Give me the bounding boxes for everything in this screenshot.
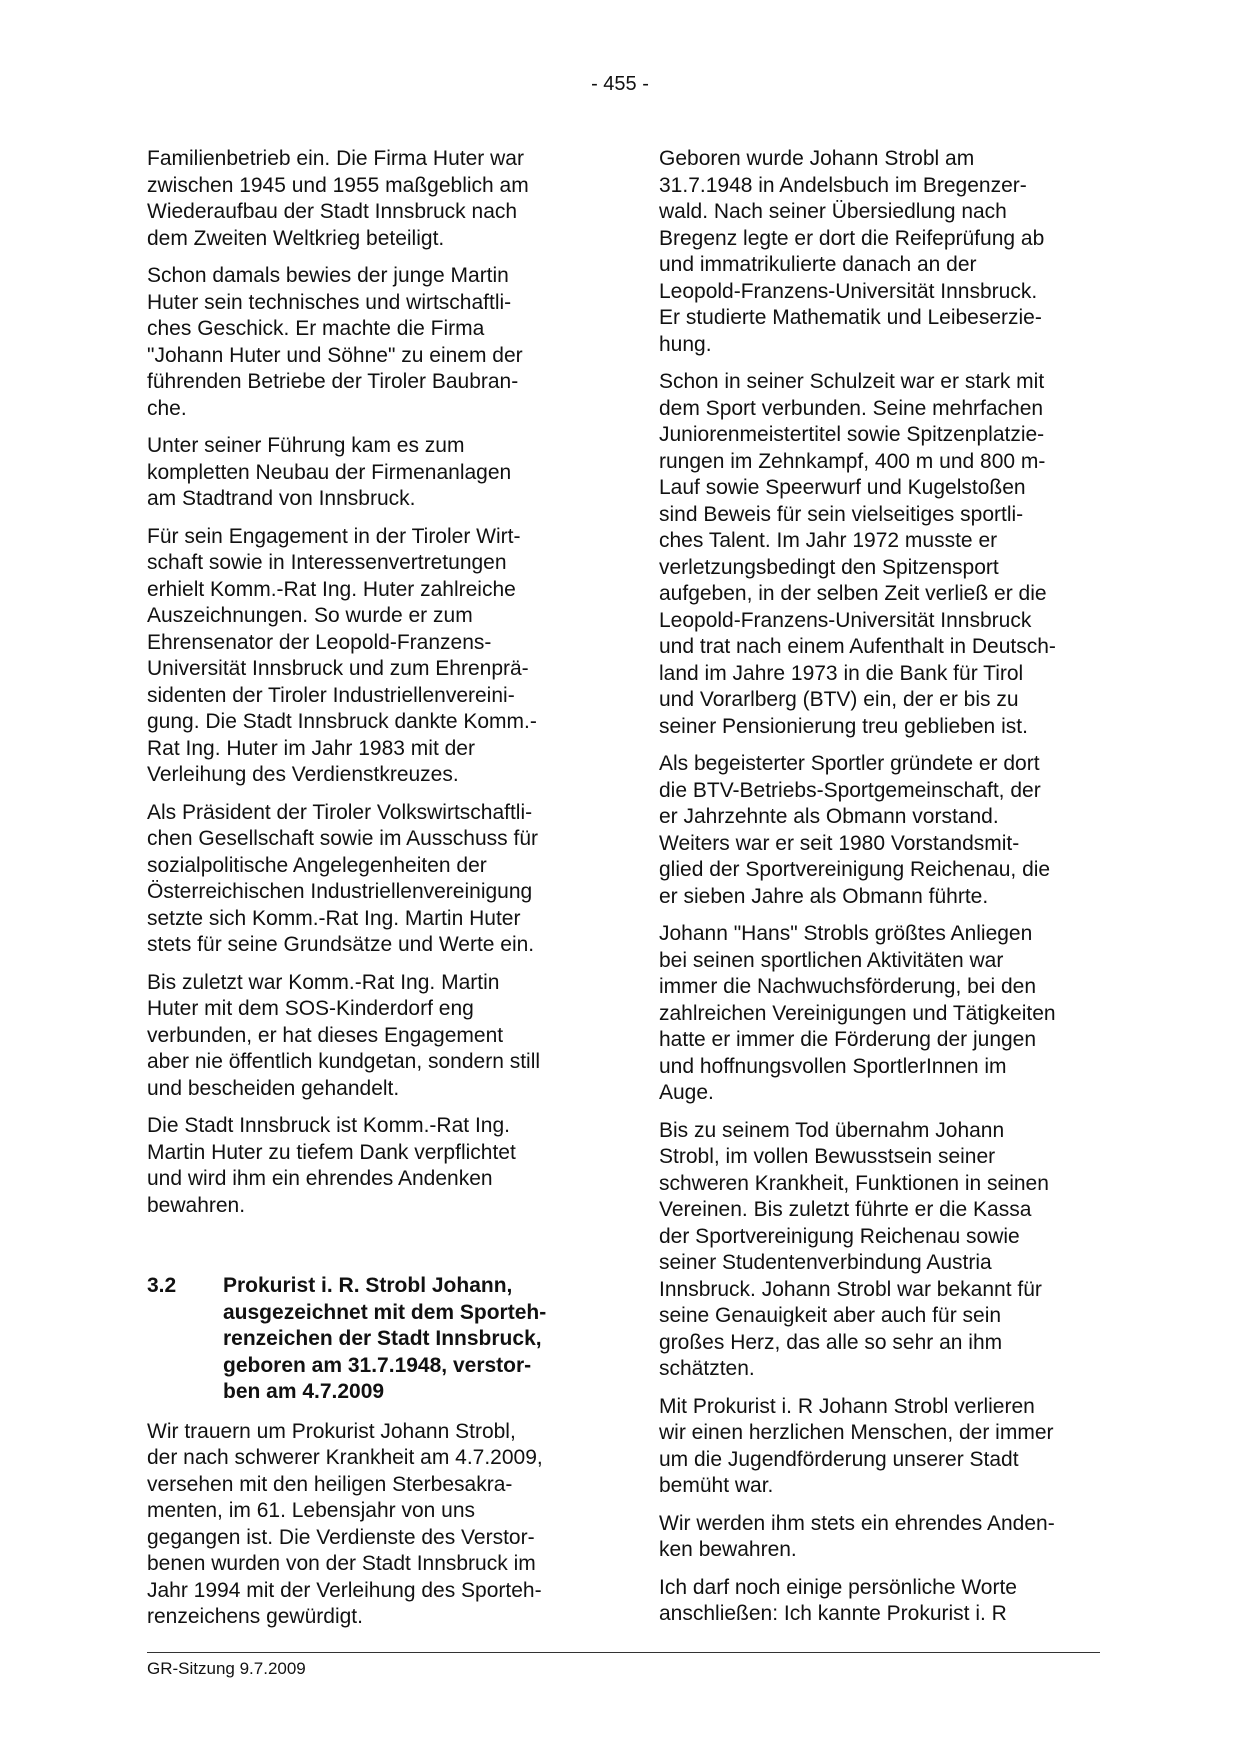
paragraph: Johann "Hans" Strobls größtes Anliegen bei seinen sportlichen Aktivitäten war immer die Nachwuchsförderung, bei den zahlreichen Vereinigungen und Tätigkeiten hatte er immer die Förderung der jungen und hoffnungsvollen SportlerInnen im Auge. xyxy=(659,922,1056,1104)
footer-text: GR-Sitzung 9.7.2009 xyxy=(147,1659,306,1678)
paragraph: Die Stadt Innsbruck ist Komm.-Rat Ing. Martin Huter zu tiefem Dank verpflichtet und wird ihm ein ehrendes Andenken bewahren. xyxy=(147,1114,516,1217)
paragraph: Als Präsident der Tiroler Volkswirtschaftli- chen Gesellschaft sowie im Ausschuss für sozialpolitische Angelegenheiten der Österreichischen Industriellenvereinigung setzte sich Komm.-Rat Ing. Martin Huter stets für seine Grundsätze und Werte ein. xyxy=(147,800,539,956)
page-number: - 455 - xyxy=(591,73,649,95)
section-number: 3.2 xyxy=(147,1274,177,1297)
paragraph: Schon damals bewies der junge Martin Huter sein technisches und wirtschaftli- ches Geschick. Er machte die Firma "Johann Huter und Söhne" zu einem der führenden Betriebe der Tiroler Baubran- che. xyxy=(147,264,523,420)
section-title: Prokurist i. R. Strobl Johann, ausgezeichnet mit dem Sporteh- renzeichen der Stadt Innsbruck, geboren am 31.7.1948, verstor- ben am 4.7.2009 xyxy=(223,1274,547,1403)
paragraph: Wir trauern um Prokurist Johann Strobl, der nach schwerer Krankheit am 4.7.2009, versehen mit den heiligen Sterbesakra- menten, im 61. Lebensjahr von uns gegangen ist. Die Verdienste des Verstor- benen wurden von der Stadt Innsbruck im Jahr 1994 mit der Verleihung des Sporteh- renzeichens gewürdigt. xyxy=(147,1419,543,1628)
paragraph: Unter seiner Führung kam es zum kompletten Neubau der Firmenanlagen am Stadtrand von Innsbruck. xyxy=(147,434,512,510)
paragraph: Bis zuletzt war Komm.-Rat Ing. Martin Huter mit dem SOS-Kinderdorf eng verbunden, er hat dieses Engagement aber nie öffentlich kundgetan, sondern still und bescheiden gehandelt. xyxy=(147,970,541,1100)
paragraph: Für sein Engagement in der Tiroler Wirt- schaft sowie in Interessenvertretungen erhielt Komm.-Rat Ing. Huter zahlreiche Auszeichnungen. So wurde er zum Ehrensenator der Leopold-Franzens- Universität Innsbruck und zum Ehrenprä- sidenten der Tiroler Industriellenvereini- gung. Die Stadt Innsbruck dankte Komm.- Rat Ing. Huter im Jahr 1983 mit der Verleihung des Verdienstkreuzes. xyxy=(147,524,537,786)
paragraph: Bis zu seinem Tod übernahm Johann Strobl, im vollen Bewusstsein seiner schweren Krankheit, Funktionen in seinen Vereinen. Bis zuletzt führte er die Kassa der Sportvereinigung Reichenau sowie seiner Studentenverbindung Austria Innsbruck. Johann Strobl war bekannt für seine Genauigkeit aber auch für sein großes Herz, das alle so sehr an ihm schätzten. xyxy=(659,1118,1049,1380)
paragraph: Familienbetrieb ein. Die Firma Huter war zwischen 1945 und 1955 maßgeblich am Wiederaufbau der Stadt Innsbruck nach dem Zweiten Weltkrieg beteiligt. xyxy=(147,147,529,250)
left-column xyxy=(147,146,597,1642)
paragraph: Mit Prokurist i. R Johann Strobl verlieren wir einen herzlichen Menschen, der immer um die Jugendförderung unserer Stadt bemüht war. xyxy=(659,1394,1054,1497)
paragraph: Als begeisterter Sportler gründete er dort die BTV-Betriebs-Sportgemeinschaft, der er Jahrzehnte als Obmann vorstand. Weiters war er seit 1980 Vorstandsmit- glied der Sportvereinigung Reichenau, die er sieben Jahre als Obmann führte. xyxy=(659,752,1051,908)
section-heading xyxy=(147,1273,597,1406)
paragraph: Schon in seiner Schulzeit war er stark mit dem Sport verbunden. Seine mehrfachen Juniorenmeistertitel sowie Spitzenplatzie- rungen im Zehnkampf, 400 m und 800 m- Lauf sowie Speerwurf und Kugelstoßen sind Beweis für sein vielseitiges sportli- ches Talent. Im Jahr 1972 musste er verletzungsbedingt den Spitzensport aufgeben, in der selben Zeit verließ er die Leopold-Franzens-Universität Innsbruck und trat nach einem Aufenthalt in Deutsch- land im Jahre 1973 in die Bank für Tirol und Vorarlberg (BTV) ein, der er bis zu seiner Pensionierung treu geblieben ist. xyxy=(659,370,1056,738)
paragraph: Wir werden ihm stets ein ehrendes Anden- ken bewahren. xyxy=(659,1511,1055,1561)
right-column xyxy=(659,146,1109,1639)
footer-divider xyxy=(147,1652,1100,1653)
paragraph: Geboren wurde Johann Strobl am 31.7.1948 in Andelsbuch im Bregenzer- wald. Nach seiner Übersiedlung nach Bregenz legte er dort die Reifeprüfung ab und immatrikulierte danach an der Leopold-Franzens-Universität Innsbruck. Er studierte Mathematik und Leibeserzie- hung. xyxy=(659,147,1045,356)
paragraph: Ich darf noch einige persönliche Worte anschließen: Ich kannte Prokurist i. R xyxy=(659,1575,1017,1625)
